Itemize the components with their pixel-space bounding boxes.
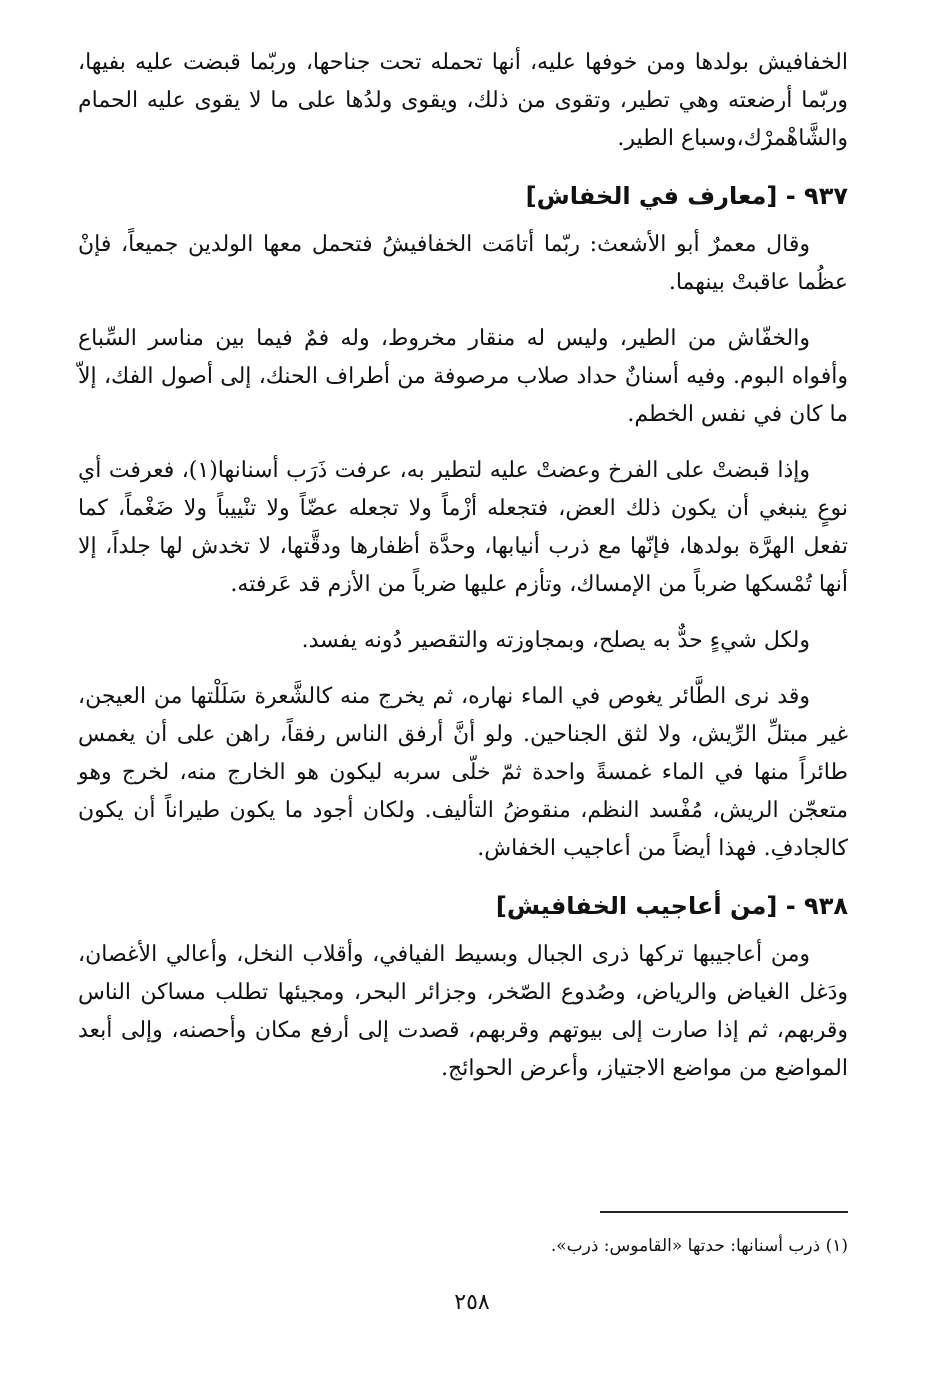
paragraph-2: وقال معمرٌ أبو الأشعث: ربّما أتامَت الخفافيشُ فتحمل معها الولدين جميعاً، فإنْ عظُما عاقبتْ بينهما.	[78, 232, 848, 295]
page-number: ٢٥٨	[454, 1290, 490, 1315]
section-heading-937: ٩٣٧ - [معارف في الخفاش]	[525, 182, 848, 210]
paragraph-7: ومن أعاجيبها تركها ذرى الجبال وبسيط الفيافي، وأقلاب النخل، وأعالي الأغصان، ودَغل الغياض والرياض، وصُدوع الصّخر، وجزائر البحر، ومجيئها تطلب مساكن الناس وقربهم، ثم إذا صارت إلى بيوتهم وقربهم، قصدت إلى أرفع مكان وأحصنه، وإلى أبعد المواضع من مواضع الاجتياز، وأعرض الحوائج.	[78, 942, 848, 1081]
footnote-divider	[600, 1211, 848, 1213]
paragraph-5: ولكل شيءٍ حدٌّ به يصلح، وبمجاوزته والتقصير دُونه يفسد.	[301, 628, 810, 653]
paragraph-6: وقد نرى الطَّائر يغوص في الماء نهاره، ثم يخرج منه كالشَّعرة سَلَلْتها من العيجن، غير مبتلِّ الرِّيش، ولا لثق الجناحين. ولو أنَّ أرفق الناس رفقاً، راهن على أن يغمس طائراً منها في الماء غمسةً واحدة ثمّ خلّى سربه ليكون هو الخارج منه، لخرج وهو متعجّن الريش، مُفْسد النظم، منقوضُ التأليف. ولكان أجود ما يكون طيراناً أن يكون كالجادفِ. فهذا أيضاً من أعاجيب الخفاش.	[78, 684, 848, 861]
page-body	[78, 44, 848, 1106]
footnote: (١) ذرب أسنانها: حدتها «القاموس: ذرب».	[550, 1236, 848, 1256]
paragraph-4: وإذا قبضتْ على الفرخ وعضتْ عليه لتطير به، عرفت ذَرَب أسنانها(١)، فعرفت أي نوعٍ ينبغي أن يكون ذلك العض، فتجعله أزْماً ولا تجعله عضّاً ولا تنْييباً ولا ضَغْماً، كما تفعل الهرَّة بولدها، فإنّها مع ذرب أنيابها، وحدَّة أظفارها ودقَّتها، لا تخدش لها جلداً، إلا أنها تُمْسكها ضرباً من الإمساك، وتأزم عليها ضرباً من الأزم قد عَرفته.	[78, 458, 848, 597]
paragraph-1: الخفافيش بولدها ومن خوفها عليه، أنها تحمله تحت جناحها، وربّما قبضت عليه بفيها، وربّما أرضعته وهي تطير، وتقوى من ذلك، ويقوى ولدُها على ما لا يقوى عليه الحمام والشَّاهْمرْك،وسباع الطير.	[78, 50, 848, 151]
paragraph-3: والخفّاش من الطير، وليس له منقار مخروط، وله فمٌ فيما بين مناسر السِّباع وأفواه البوم. وفيه أسنانٌ حداد صلاب مرصوفة من أطراف الحنك، إلى أصول الفك، إلاّ ما كان في نفس الخطم.	[78, 326, 848, 427]
section-heading-938: ٩٣٨ - [من أعاجيب الخفافيش]	[495, 892, 848, 920]
